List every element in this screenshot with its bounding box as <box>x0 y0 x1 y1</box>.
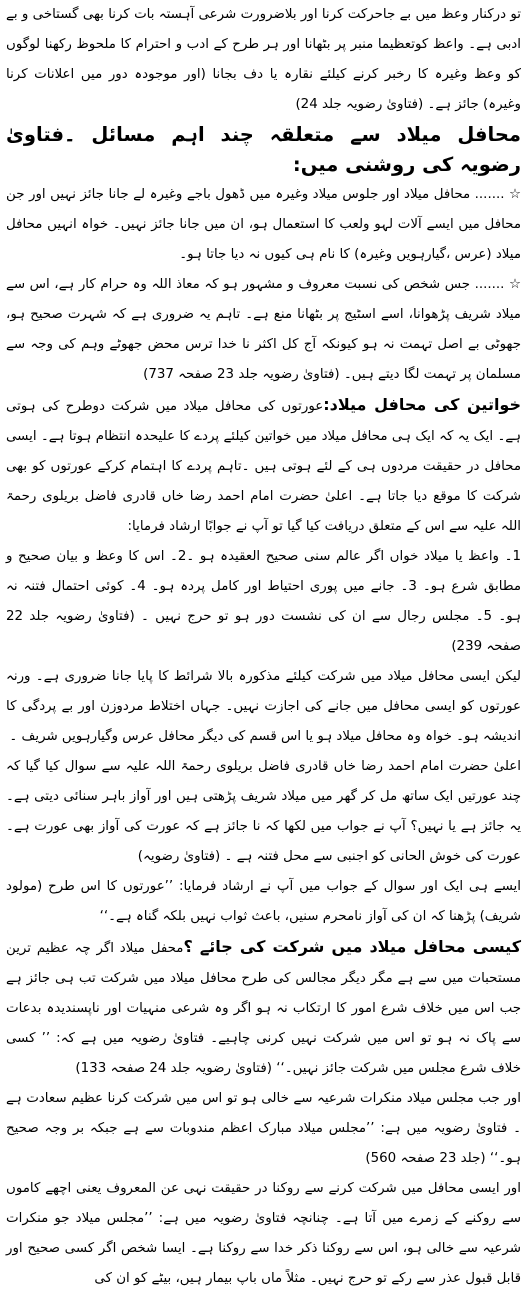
inline-heading-attendance: کیسی محافل میلاد میں شرکت کی جائے ؟ <box>183 937 521 956</box>
attendance-paragraph <box>6 932 521 1084</box>
prevention-paragraph: اور ایسی محافل میں شرکت کرنے سے روکنا در حقیقت نہی عن المعروف یعنی اچھے کاموں سے روکنے کے زمرے میں آتا ہے۔ چنانچہ فتاویٰ رضویہ میں ہے: ’’مجلس میلاد جو منکرات شرعیہ سے خالی ہو، اس سے روکنا ذکر خدا سے روکنا ہے۔ ایسا شخص اگر کسی صحیح اور قابل قبول عذر سے رکے تو حرج نہیں۔ مثلاً ماں باپ بیمار ہیں، بیٹے کو ان کی <box>6 1181 521 1286</box>
permission-paragraph: لیکن ایسی محافل میلاد میں شرکت کیلئے مذکورہ بالا شرائط کا پایا جانا ضروری ہے۔ ورنہ عورتوں کو ایسی محافل میں جانے کی اجازت نہیں۔ جہاں اختلاط مردوزن اور بے پردگی کا اندیشہ ہو۔ خواہ وہ محافل میلاد ہو یا اس قسم کی دیگر محافل عرس وگیارہویں شریف ۔ <box>6 669 521 744</box>
bullet-paragraph-2: ☆ ....... جس شخص کی نسبت معروف و مشہور ہو کہ معاذ اللہ وہ حرام کار ہے، اس سے میلاد شریف پڑھوانا، اسے اسٹیج پر بٹھانا منع ہے۔ تاہم یہ ضروری ہے کہ شہرت صحیح ہو، جھوٹی بے اصل تہمت نہ ہو کیونکہ آج کل اکثر نا خدا ترس محض جھوٹے وہم کی وجہ سے مسلمان پر تہمت لگا دیتے ہیں۔ (فتاویٰ رضویہ جلد 23 صفحہ 737) <box>6 277 521 382</box>
inline-heading-women: خواتین کی محافل میلاد: <box>323 395 521 414</box>
women-paragraph <box>6 390 521 542</box>
question-paragraph: اعلیٰ حضرت امام احمد رضا خاں قادری فاضل بریلوی رحمۃ اللہ علیہ سے سوال کیا گیا کہ چند عورتیں ایک ساتھ مل کر گھر میں میلاد شریف پڑھتی ہیں اور آواز باہر سنائی دیتی ہے۔ یہ جائز ہے یا نہیں؟ آپ نے جواب میں لکھا کہ نا جائز ہے کہ عورت کی آواز بھی عورت ہے۔ عورت کی خوش الحانی کو اجنبی سے محل فتنہ ہے ۔ (فتاویٰ رضویہ) <box>6 759 521 864</box>
bullet-paragraph-1: ☆ ....... محافل میلاد اور جلوس میلاد وغیرہ میں ڈھول باجے وغیرہ لے جانا جائز نہیں اور جن محافل میں ایسے آلات لہو ولعب کا استعمال ہو، ان میں جانا جائز نہیں۔ خواہ انہیں محافل میلاد (عرس ،گیارہویں وغیرہ) کا نام ہی کیوں نہ دیا جاتا ہو۔ <box>6 187 521 262</box>
another-question-paragraph: ایسے ہی ایک اور سوال کے جواب میں آپ نے ارشاد فرمایا: ’’عورتوں کا اس طرح (مولود شریف) پڑھنا کہ ان کی آواز نامحرم سنیں، باعث ثواب نہیں بلکہ گناہ ہے۔‘‘ <box>6 879 521 924</box>
conditions-paragraph: 1۔ واعظ یا میلاد خواں اگر عالم سنی صحیح العقیدہ ہو ۔2۔ اس کا وعظ و بیان صحیح و مطابق شرع ہو۔ 3۔ جانے میں پوری احتیاط اور کامل پردہ ہو۔ 4۔ کوئی احتمال فتنہ نہ ہو۔ 5۔ مجلس رجال سے ان کی نشست دور ہو تو حرج نہیں ۔ (فتاویٰ رضویہ جلد 22 صفحہ 239) <box>6 549 522 654</box>
virtue-paragraph: اور جب مجلس میلاد منکرات شرعیہ سے خالی ہو تو اس میں شرکت کرنا عظیم سعادت ہے ۔ فتاویٰ رضویہ میں ہے: ’’مجلس میلاد مبارک اعظم مندوبات سے ہے جبکہ بر وجہ صحیح ہو۔‘‘ (جلد 23 صفحہ 560) <box>6 1091 521 1166</box>
intro-paragraph: تو درکنار وعظ میں بے جاحرکت کرنا اور بلاضرورت شرعی آہستہ بات کرنا بھی گستاخی و بے ادبی ہے۔ واعظ کوتعظیما منبر پر بٹھانا اور ہر طرح کے ادب و احترام کا ملحوظ رکھنا لوگوں کو وعظ وغیرہ کا رخبر کرنے کیلئے نقارہ یا دف بجانا (اور موجودہ دور میں اعلانات کرنا وغیرہ) جائز ہے۔ (فتاویٰ رضویہ جلد 24) <box>6 7 521 112</box>
section-heading: محافل میلاد سے متعلقہ چند اہم مسائل ۔فتاویٰ رضویہ کی روشنی میں: <box>6 123 521 176</box>
women-text: عورتوں کی محافل میلاد میں شرکت دوطرح کی ہوتی ہے۔ ایک یہ کہ ایک ہی محافل میلاد میں خواتین کیلئے پردے کا علیحدہ انتظام ہوتا ہے۔ ایسی محافل در حقیقت مردوں ہی کے لئے ہوتی ہیں ۔تاہم پردے کا اہتمام کرکے عورتوں کو بھی شرکت کا موقع دیا جاتا ہے۔ اعلیٰ حضرت امام احمد رضا خاں قادری فاضل بریلوی رحمۃ اللہ علیہ سے اس کے متعلق دریافت کیا گیا تو آپ نے جوابًا ارشاد فرمایا: <box>6 399 521 534</box>
attendance-text: محفل میلاد اگر چہ عظیم ترین مستحبات میں سے ہے مگر دیگر مجالس کی طرح محافل میلاد میں شرکت تب ہی جائز ہے جب اس میں خلاف شرع امور کا ارتکاب نہ ہو اگر وہ شرعی منہیات اور ناپسندیدہ بدعات سے پاک نہ ہو تو اس میں شرکت نہیں کرنی چاہیے۔ فتاویٰ رضویہ میں ہے کہ: ’’ کسی خلاف شرع مجلس میں شرکت جائز نہیں۔‘‘ (فتاویٰ رضویہ جلد 24 صفحہ 133) <box>6 941 521 1076</box>
